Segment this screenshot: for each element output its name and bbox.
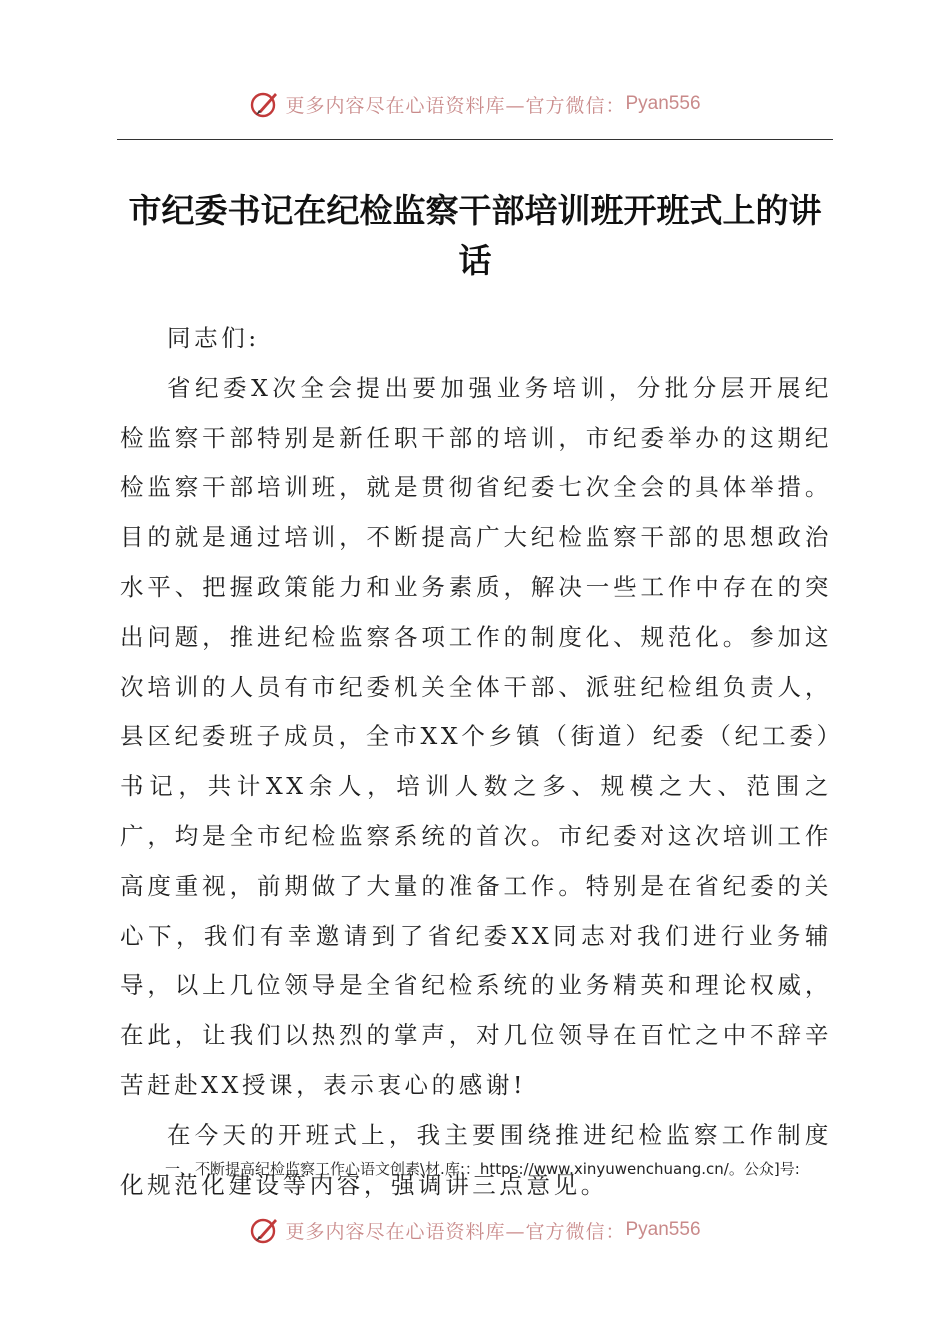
section-heading-watermark-line: 一、不断提高纪检监察工作心语文创素\材.库:：https://www.xinyuwenchuang.cn/。公众]号:	[165, 1160, 800, 1178]
document-body	[120, 314, 832, 1210]
header-banner	[0, 84, 950, 124]
quill-logo-icon	[249, 1214, 281, 1246]
body-paragraph-2: 在今天的开班式上，我主要围绕推进纪检监察工作制度化规范化建设等内容，强调讲三点意见。	[120, 1120, 832, 1199]
banner-text: 更多内容尽在心语资料库—官方微信：	[285, 1220, 626, 1243]
banner-text: 更多内容尽在心语资料库—官方微信：	[285, 94, 626, 117]
footer-banner	[0, 1210, 950, 1250]
banner-brand: Pyan556	[625, 93, 701, 114]
document-title: 市纪委书记在纪检监察干部培训班开班式上的讲话	[128, 191, 822, 280]
greeting: 同志们:	[167, 324, 260, 352]
body-paragraph-1: 省纪委X次全会提出要加强业务培训，分批分层开展纪检监察干部特别是新任职干部的培训，市纪委举办的这期纪检监察干部培训班，就是贯彻省纪委七次全会的具体举措。目的就是通过培训，不断提高广大纪检监察干部的思想政治水平、把握政策能力和业务素质，解决一些工作中存在的突出问题，推进纪检监察各项工作的制度化、规范化。参加这次培训的人员有市纪委机关全体干部、派驻纪检组负责人，县区纪委班子成员，全市XX个乡镇（街道）纪委（纪工委）书记，共计XX余人，培训人数之多、规模之大、范围之广，均是全市纪检监察系统的首次。市纪委对这次培训工作高度重视，前期做了大量的准备工作。特别是在省纪委的关心下，我们有幸邀请到了省纪委XX同志对我们进行业务辅导，以上几位领导是全省纪检系统的业务精英和理论权威，在此，让我们以热烈的掌声，对几位领导在百忙之中不辞辛苦赶赴XX授课，表示衷心的感谢!	[120, 373, 832, 1099]
quill-logo-icon	[249, 88, 281, 120]
header-divider	[117, 139, 833, 140]
banner-brand: Pyan556	[625, 1219, 701, 1240]
